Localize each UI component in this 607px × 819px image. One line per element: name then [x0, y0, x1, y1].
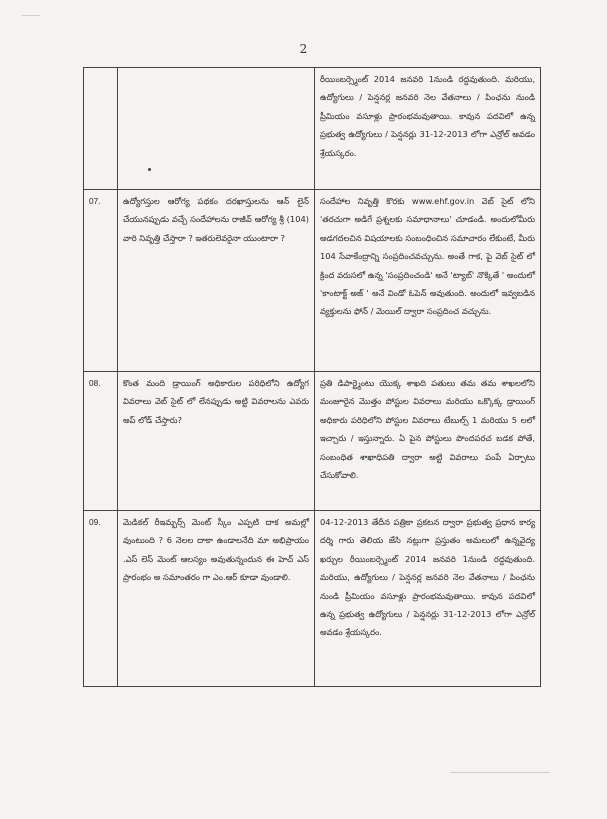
row-number: 07. [84, 190, 118, 372]
table-row [84, 511, 541, 687]
table-row [84, 190, 541, 372]
answer-cell: సందేహాల నివృత్తి కొరకు www.ehf.gov.in వెబ్ సైట్ లోని 'తరచుగా అడిగే ప్రశ్నలకు సమాధానాలు' చూడండి. అందులోమీరు అడగదలచిన విషయాలకు సంబంధించిన సమాచారం లేకుంటే, మీరు 104 సేవాకేంద్రాన్ని సంప్రదించవచ్చును. అంతే గాక, పై వెబ్ సైట్ లో క్రింద వరుసలో ఉన్న 'సంప్రదించండి' అనే 'ట్యాబ్' నొక్కితే ' అందులో 'కాంటాక్ట్ అజ్ ' అనే విండో ఓపెన్ అవుతుంది. అందులో ఇవ్వబడిన వ్యక్తులను ఫోన్ / మెయిల్ ద్వారా సంప్రదించ వచ్చును. [315, 190, 541, 372]
row-number: 09. [84, 511, 118, 687]
faq-table [83, 67, 541, 687]
table-row [84, 372, 541, 511]
scan-artifact-line [22, 15, 40, 16]
question-cell: మెడికల్ రీఇమ్బర్స్ మెంట్ స్కీం ఎప్పటి దాక అమల్లో వుంటుంది ? 6 నెలల దాకా ఉండాలనేది మా అభిప్రాయం .ఎస్ లెస్ మెంట్ ఆలస్యం అవుతున్నందున ఈ హెచ్ ఎస్ ప్రారంభం అ సమాంతరం గా ఎం.ఆర్ కూడా వుండాలి. [118, 511, 315, 687]
answer-cell: రీయింబర్స్మెంట్ 2014 జనవరి 1నుండి రద్దవుతుంది. మరియు, ఉద్యోగులు / పెన్షనర్ల జనవరి నెల వేతనాలు / పింఛను నుండి ప్రీమియం వసూళ్లు ప్రారంభమవుతాయి. కావున పదవిలో ఉన్న ప్రభుత్వ ఉద్యోగులు / పెన్షనర్లు 31-12-2013 లోగా ఎన్రోల్ అవడం శ్రేయస్కరం. [315, 68, 541, 190]
page-number: 2 [299, 42, 308, 56]
scan-speck [148, 168, 151, 171]
row-number: 08. [84, 372, 118, 511]
question-cell: ఉద్యోగస్తుల ఆరోగ్య పథకం దరఖాస్తులను ఆన్ లైన్ చేయునప్పుడు వచ్చే సందేహాలను రాజీవ్ ఆరోగ్య శ్రీ (104) వారి నివృత్తి చేస్తారా ? ఇతరులెవరైనా యుంటారా ? [118, 190, 315, 372]
answer-cell: ప్రతి డిపార్ట్మెంటు యొక్క శాఖది పతులు తమ తమ శాఖలలోని మంజూరైన మొత్తం పోస్టుల వివరాలు మరియు ఒక్కొక్క డ్రాయింగ్ అధికారు పరిధిలోని పోస్టుల వివరాలు టేబుల్స్ 1 మరియు 5 లలో ఇచ్చారు / ఇస్తున్నారు. ఏ పైన పోస్టులు పొందపరచ బడక పోతే, సంబంధిత శాఖాధిపతి ద్వారా అట్టి వివరాలు పంపే ఏర్పాటు చేసుకోవాలి. [315, 372, 541, 511]
table-row [84, 68, 541, 190]
scan-artifact-line [450, 772, 550, 773]
answer-cell: 04-12-2013 తేదీన పత్రికా ప్రకటన ద్వారా ప్రభుత్వ ప్రధాన కార్య దర్శి గారు తెలియ జేసి నట్లుగా ప్రస్తుతం అమలులో ఉన్నవైద్య ఖర్చుల రీయింబర్స్మెంట్ 2014 జనవరి 1నుండి రద్దవుతుంది. మరియు, ఉద్యోగులు / పెన్షనర్ల జనవరి నెల వేతనాలు / పింఛను నుండి ప్రీమియం వసూళ్లు ప్రారంభమవుతాయి. కావున పదవిలో ఉన్న ప్రభుత్వ ఉద్యోగులు / పెన్షనర్లు 31-12-2013 లోగా ఎన్రోల్ అవడం శ్రేయస్కరం. [315, 511, 541, 687]
question-cell: కొంత మంది డ్రాయింగ్ అధికారుల పరిధిలోని ఉద్యోగ వివరాలు వెబ్ సైట్ లో లేనప్పుడు అట్టి వివరాలను ఎవరు అప్ లోడ్ చేస్తారు? [118, 372, 315, 511]
question-cell [118, 68, 315, 190]
row-number [84, 68, 118, 190]
